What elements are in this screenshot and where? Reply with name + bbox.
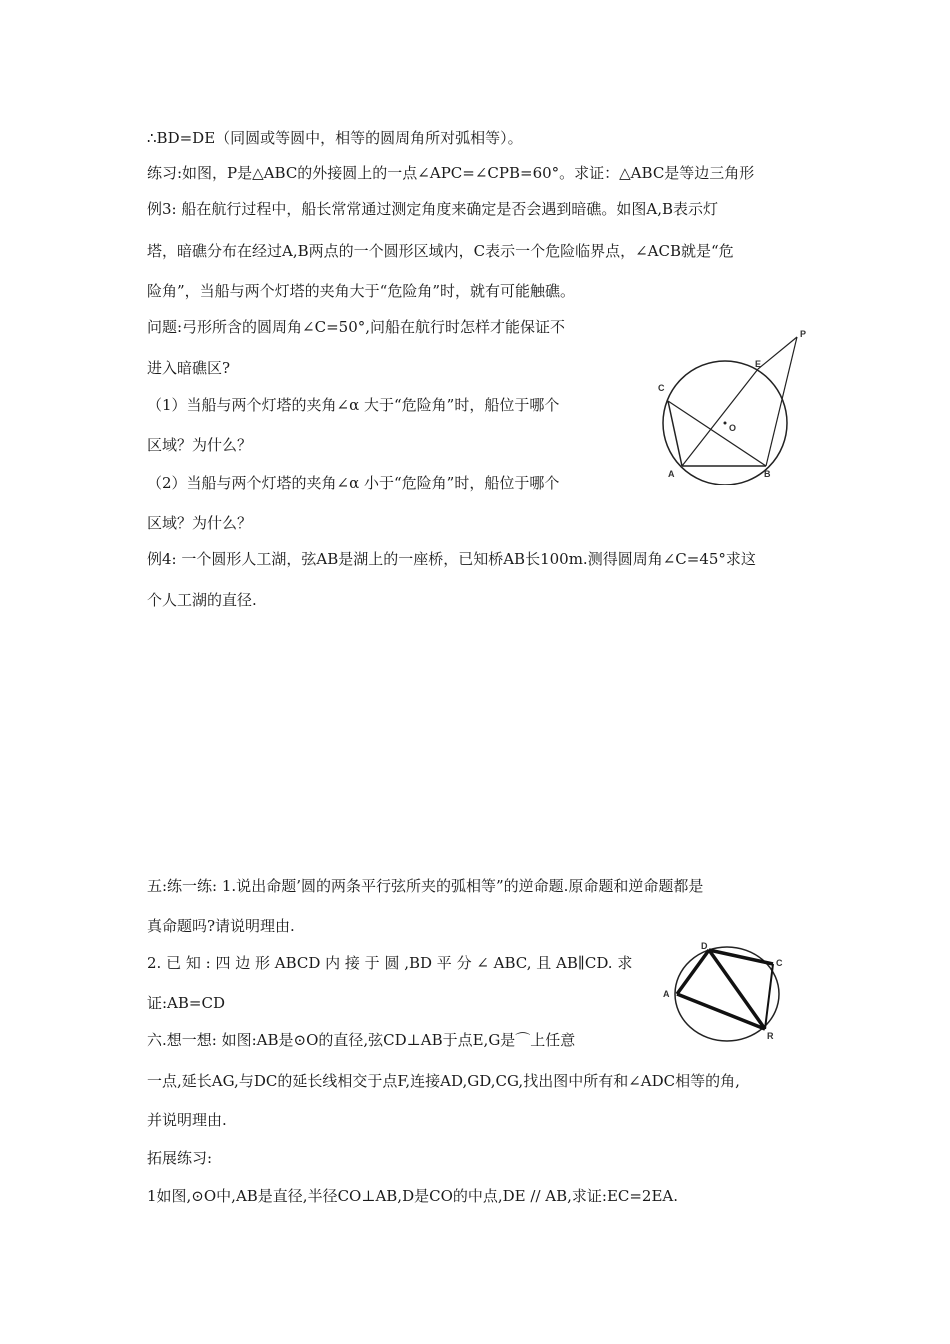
figure2-label-a: A: [663, 989, 670, 999]
text-line-20: 并说明理由.: [147, 1111, 227, 1129]
text-line-21: 拓展练习:: [147, 1149, 213, 1167]
text-line-8: （1）当船与两个灯塔的夹角∠α 大于“危险角”时，船位于哪个: [147, 396, 560, 414]
text-line-4: 塔，暗礁分布在经过A,B两点的一个圆形区域内，C表示一个危险临界点，∠ACB就是“危: [147, 242, 734, 260]
figure1-label-o: O: [729, 423, 737, 433]
text-line-1: ∴BD=DE（同圆或等圆中，相等的圆周角所对弧相等）。: [147, 129, 523, 147]
text-line-16: 2. 已 知 : 四 边 形 ABCD 内 接 于 圆 ,BD 平 分 ∠ ABC, 且 AB∥CD. 求: [147, 954, 633, 972]
figure2-label-c: C: [776, 958, 783, 968]
text-line-9: 区域？为什么？: [147, 436, 253, 454]
text-line-18: 六.想一想: 如图:AB是⊙O的直径,弦CD⊥AB于点E,G是⌒上任意: [147, 1031, 576, 1049]
figure1-label-c: C: [658, 383, 665, 393]
figure2-label-b: R: [767, 1031, 774, 1041]
cyclic-quadrilateral-figure: [655, 940, 800, 1050]
text-line-22: 1如图,⊙O中,AB是直径,半径CO⊥AB,D是CO的中点,DE // AB,求证:EC=2EA.: [147, 1187, 679, 1205]
text-line-14: 五:练一练: 1.说出命题’圆的两条平行弦所夹的弧相等”的逆命题.原命题和逆命题都是: [147, 877, 704, 895]
text-line-15: 真命题吗?请说明理由.: [147, 917, 295, 935]
figure1-label-a: A: [668, 469, 675, 479]
text-line-13: 个人工湖的直径.: [147, 591, 257, 609]
text-line-19: 一点,延长AG,与DC的延长线相交于点F,连接AD,GD,CG,找出图中所有和∠ADC相等的角,: [147, 1072, 740, 1090]
figure2-label-d: D: [701, 941, 708, 951]
text-line-12: 例4: 一个圆形人工湖，弦AB是湖上的一座桥，已知桥AB长100m.测得圆周角∠C=45°求这: [147, 550, 756, 568]
text-line-17: 证:AB=CD: [147, 994, 225, 1012]
text-line-6: 问题:弓形所含的圆周角∠C=50°,问船在航行时怎样才能保证不: [147, 318, 566, 336]
figure1-label-e: E: [755, 359, 762, 369]
text-line-5: 险角”，当船与两个灯塔的夹角大于“危险角”时，就有可能触礁。: [147, 282, 576, 300]
text-line-3: 例3: 船在航行过程中，船长常常通过测定角度来确定是否会遇到暗礁。如图A,B表示灯: [147, 200, 718, 218]
text-line-11: 区域？为什么？: [147, 514, 253, 532]
figure1-label-p: P: [800, 329, 807, 339]
text-line-2: 练习:如图，P是△ABC的外接圆上的一点∠APC=∠CPB=60°。求证：△ABC是等边三角形: [147, 164, 755, 182]
figure1-label-b: B: [764, 469, 771, 479]
circle-figure-lighthouse: [650, 325, 820, 485]
text-line-10: （2）当船与两个灯塔的夹角∠α 小于“危险角”时，船位于哪个: [147, 474, 560, 492]
text-line-7: 进入暗礁区?: [147, 359, 231, 377]
